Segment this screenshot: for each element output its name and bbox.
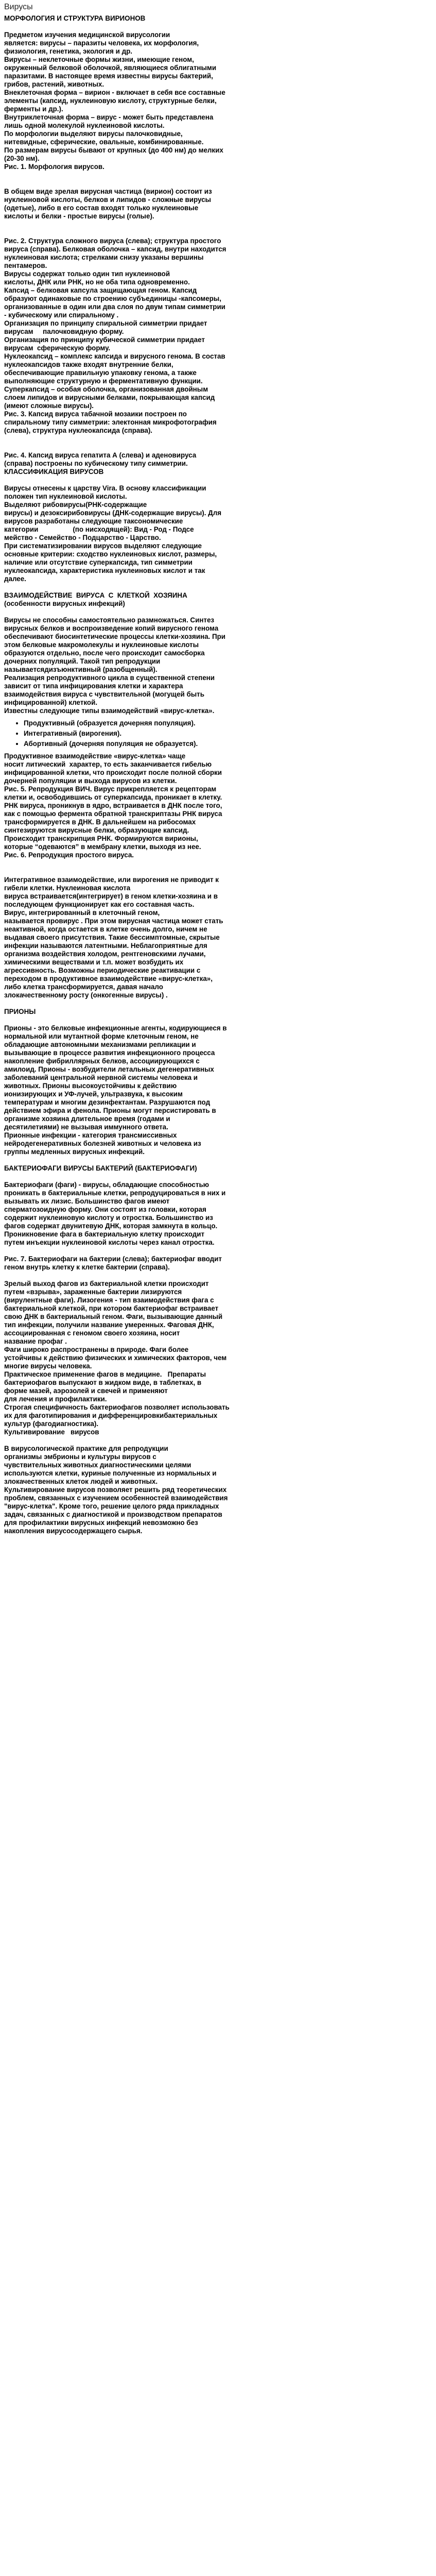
paragraph-fig4: Рис. 4. Капсид вируса гепатита А (слева) и аденовируса (справа) построены по кубическому типу симметрии.	[4, 451, 197, 467]
list-item: • Интегративный (вирогения).	[24, 730, 431, 738]
paragraph-intro: Предметом изучения медицинской вирусологии является: вирусы – паразиты человека, их морфология, физиология, генетика, экология и др. Вирусы – неклеточные формы жизни, имеющие геном, окруженный белковой оболочкой, являющиеся облигатными паразитами. В настоящее время известны вирусы бактерий, грибов, растений, животных. Внеклеточная форма – вирион - включает в себя все составные элементы (капсид, нуклеиновую кислоту, структурные белки, ферменты и др.). Внутриклеточная форма – вирус - может быть представлена лишь одной молекулой нуклеиновой кислоты. По морфологии выделяют вирусы палочковидные, нитевидные, сферические, овальные, комбинированные. По размерам вирусы бывают от крупных (до 400 нм) до мелких (20-30 нм). Рис. 1. Морфология вирусов.	[4, 31, 225, 171]
section-heading-interaction: ВЗАИМОДЕЙСТВИЕ ВИРУСА С КЛЕТКОЙ ХОЗЯИНА (особенности вирусных инфекций)	[4, 591, 187, 607]
paragraph-lysogeny: Зрелый выход фагов из бактериальной клетки происходит путем «взрыва», зараженные бактерии лизируются (вирулентные фаги). Лизогения - тип взаимодействия фага с бактериальной клеткой, при котором бактериофаг встраивает свою ДНК в бактериальный геном. Фаги, вызывающие данный тип инфекции, получили название умеренных. Фаговая ДНК, ассоциированная с геномом своего хозяина, носит название профаг . Фаги широко распространены в природе. Фаги более устойчивы к действию физических и химических факторов, чем многие вирусы человека. Практическое применение фагов в медицине. Препараты бактериофагов выпускают в жидком виде, в таблетках, в форме мазей, аэрозолей и свечей и применяют для лечения и профилактики. Строгая специфичность бактериофагов позволяет использовать их для фаготипирования и дифференцировкибактериальных культур (фагодиагностика). Культивирование вирусов	[4, 1280, 230, 1436]
section-heading-classification: КЛАССИФИКАЦИЯ ВИРУСОВ	[4, 468, 104, 476]
paragraph-prions: Прионы - это белковые инфекционные агенты, кодирующиеся в нормальной или мутантной форме клеточным геном, не обладающие автономными механизмами репликации и вызывающие в процессе развития инфекционного процесса накопление фибриллярных белков, ассоциирующихся с амилоид. Прионы - возбудители летальных дегенеративных заболеваний центральной нервной системы человека и животных. Прионы высокоустойчивы к действию ионизирующих и УФ-лучей, ультразвука, к высоким температурам и многим дезинфектантам. Разрушаются под действием эфира и фенола. Прионы могут персистировать в организме хозяина длительное время (годами и десятилетиями) не вызывая иммунного ответа. Прионные инфекции - категория трансмиссивных нейродегенеративных болезней животных и человека из группы медленных вирусных инфекций.	[4, 1024, 227, 1156]
interaction-types-list	[4, 719, 431, 748]
paragraph-integrative: Интегративное взаимодействие, или вирогения не приводит к гибели клетки. Нуклеиновая кислота вируса встраивается(интегрирует) в геном клетки-хозяина и в последующем функционирует как его составная часть. Вирус, интегрированный в клеточный геном, называется провирус . При этом вирусная частица может стать неактивной, когда остается в клетке очень долго, ничем не выдавая своего присутствия. Такие бессимптомные, скрытые инфекции называются латентными. Неблагоприятные для организма воздействия холодом, рентгеновскими лучами, химическими веществами и т.п. может возбудить их агрессивность. Возможны периодические реактивации с переходом в продуктивное взаимодействие «вирус-клетка», либо клетка трансформируется, давая начало злокачественному росту (онкогенные вирусы) .	[4, 876, 223, 999]
list-item: • Абортивный (дочерняя популяция не образуется).	[24, 740, 431, 748]
paragraph-cultivation: В вирусологической практике для репродукции организмы эмбрионы и культуры вирусов с чувствительных животных диагностическими целями используются клетки, куриные полученные из нормальных и злокачественных клеток людей и животных. Культивирование вирусов позволяет решить ряд теоретических проблем, связанных с изучением особенностей взаимодействия "вирус-клетка". Кроме того, решение целого ряда прикладных задач, связанных с диагностикой и производством препаратов для профилактики вирусных инфекций невозможно без накопления вирусосодержащего сырья.	[4, 1445, 228, 1535]
document-body	[4, 14, 431, 1535]
paragraph-capsid: Рис. 2. Структура сложного вируса (слева); структура простого вируса (справа). Белковая оболочка – капсид, внутри находится нуклеиновая кислота; стрелками снизу указаны вершины пентамеров. Вирусы содержат только один тип нуклеиновой кислоты, ДНК или РНК, но не оба типа одновременно. Капсид – белковая капсула защищающая геном. Капсид образуют одинаковые по строению субъединицы -капсомеры, организованные в один или два слоя по двум типам симметрии - кубическому или спиральному . Организация по принципу спиральной симметрии придает вирусам палочковидную форму. Организация по принципу кубической симметрии придает вирусам сферическую форму. Нуклеокапсид – комплекс капсида и вирусного генома. В состав нуклеокапсидов также входят внутренние белки, обеспечивающие правильную упаковку генома, а также выполняющие структурную и ферментативную функции. Суперкапсид – особая оболочка, организованная двойным слоем липидов и вирусными белками, покрывающая капсид (имеют сложные вирусы). Рис. 3. Капсид вируса табачной мозаики построен по спиральному типу симметрии: электонная микрофотография (слева), структура нуклеокапсида (справа).	[4, 237, 226, 434]
paragraph-fig7: Рис. 7. Бактериофаги на бактерии (слева); бактериофаг вводит геном внутрь клетку к клетке бактерии (справа).	[4, 1255, 222, 1271]
list-item: • Продуктивный (образуется дочерняя популяция).	[24, 719, 431, 727]
paragraph-bacteriophages: Бактериофаги (фаги) - вирусы, обладающие способностью проникать в бактериальные клетки, репродуцироваться в них и вызывать их лизис. Большинство фагов имеют сперматозоидную форму. Они состоят из головки, которая содержит нуклеиновую кислоту и отростка. Большинство из фагов содержат двунитевую ДНК, которая замкнута в кольцо. Проникновение фага в бактериальную клетку происходит путем инъекции нуклеиновой кислоты через канал отростка.	[4, 1181, 226, 1246]
paragraph-productive: Продуктивное взаимодействие «вирус-клетка» чаще носит литический характер, то есть заканчивается гибелью инфицированной клетки, что происходит после полной сборки дочерней популяции и выхода вирусов из клетки. Рис. 5. Репродукция ВИЧ. Вирус прикрепляется к рецепторам клетки и, освободившись от суперкапсида, проникает в клетку. РНК вируса, проникнув в ядро, встраивается в ДНК после того, как с помощью фермента обратной транскриптазы РНК вируса трансформируется в ДНК. В дальнейшем на рибосомах синтезируются вирусные белки, образующие капсид. Происходит транскрипция РНК. Формируются вирионы, которые “одеваются” в мембрану клетки, выходя из нее. Рис. 6. Репродукция простого вируса.	[4, 752, 222, 859]
paragraph-reproduction: Вирусы не способны самостоятельно размножаться. Синтез вирусных белков и воспроизведение копий вирусного генома обеспечивают биосинтетические процессы клетки-хозяина. При этом белковые макромолекулы и нуклеиновые кислоты образуются отдельно, после чего происходит самосборка дочерних популяций. Такой тип репродукции называетсядизъюнктивный (разобщенный). Реализация репродуктивного цикла в существенной степени зависит от типа инфицирования клетки и характера взаимодействия вируса с чувствительной (могущей быть инфицированной) клеткой. Известны следующие типы взаимодействий «вирус-клетка».	[4, 616, 225, 715]
section-heading-prions: ПРИОНЫ	[4, 1008, 36, 1015]
site-title: Вирусы	[4, 3, 33, 11]
paragraph-virion-structure: В общем виде зрелая вирусная частица (вирион) состоит из нуклеиновой кислоты, белков и липидов - сложные вирусы (одетые), либо в его состав входят только нуклеиновые кислоты и белки - простые вирусы (голые).	[4, 188, 212, 220]
paragraph-classification: Вирусы отнесены к царству Vira. В основу классификации положен тип нуклеиновой кислоты. Выделяют рибовирусы(РНК-содержащие вирусы) и дезоксирибовирусы (ДНК-содержащие вирусы). Для вирусов разработаны следующие таксономические категории (по нисходящей): Вид - Род - Подсе мейство - Семейство - Подцарство - Царство. При систематизировании вирусов выделяют следующие основные критерии: сходство нуклеиновых кислот, размеры, наличие или отсутствие суперкапсида, тип симметрии нуклеокапсида, характеристика нуклеиновых кислот и так далее.	[4, 484, 222, 583]
section-heading-bacteriophages: БАКТЕРИОФАГИ ВИРУСЫ БАКТЕРИЙ (БАКТЕРИОФАГИ)	[4, 1164, 197, 1172]
section-heading-morphology: МОРФОЛОГИЯ И СТРУКТУРА ВИРИОНОВ	[4, 14, 146, 22]
